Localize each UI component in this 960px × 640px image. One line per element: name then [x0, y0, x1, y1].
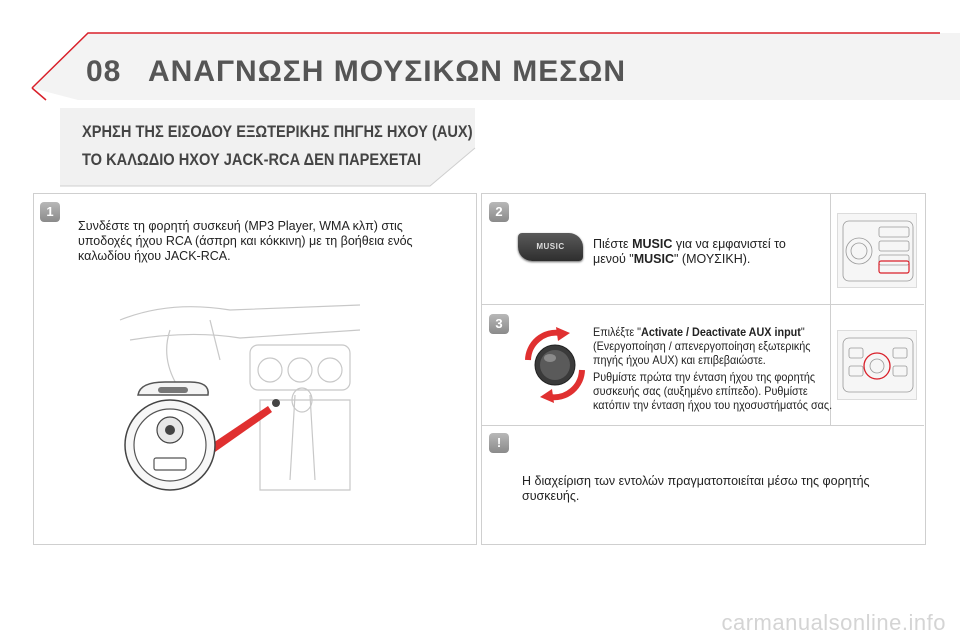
divider — [481, 425, 924, 426]
section-subtitle-1: ΧΡΗΣΗ ΤΗΣ ΕΙΣΟΔΟΥ ΕΞΩΤΕΡΙΚΗΣ ΠΗΓΗΣ ΗΧΟΥ (AUX) — [82, 122, 473, 141]
control-panel-thumbnail — [837, 330, 917, 400]
dashboard-aux-illustration — [110, 300, 370, 500]
chapter-title: ΑΝΑΓΝΩΣΗ ΜΟΥΣΙΚΩΝ ΜΕΣΩΝ — [148, 55, 627, 88]
step3-text-line3: πηγής ήχου AUX) και επιβεβαιώστε. — [593, 353, 766, 367]
section-subtitle-2: ΤΟ ΚΑΛΩΔΙΟ ΗΧΟΥ JACK-RCA ΔΕΝ ΠΑΡΕΧΕΤΑΙ — [82, 150, 422, 169]
watermark: carmanualsonline.info — [721, 610, 946, 635]
note-text-line2: συσκευής. — [522, 489, 580, 503]
step3-text-line5: συσκευής σας (αυξημένο επίπεδο). Ρυθμίστε — [593, 384, 808, 398]
step1-text-line3: καλωδίου ήχου JACK-RCA. — [78, 249, 231, 263]
divider — [830, 193, 831, 425]
step2-badge: 2 — [489, 202, 509, 222]
note-badge: ! — [489, 433, 509, 453]
step3-badge: 3 — [489, 314, 509, 334]
chapter-number: 08 — [86, 55, 122, 88]
subtitle-background — [60, 108, 480, 188]
rotary-knob-icon[interactable] — [520, 325, 590, 405]
step3-text-line1: Επιλέξτε "Activate / Deactivate AUX input" — [593, 325, 805, 339]
step2-text-line1: Πιέστε MUSIC για να εμφανιστεί το — [593, 237, 786, 251]
step1-badge: 1 — [40, 202, 60, 222]
step3-text-line4: Ρυθμίστε πρώτα την ένταση ήχου της φορητής — [593, 370, 816, 384]
step1-text-line1: Συνδέστε τη φορητή συσκευή (MP3 Player, WMA κλπ) στις — [78, 219, 403, 233]
divider — [481, 304, 924, 305]
step3-text-line6: κατόπιν την ένταση ήχου του ηχοσυστήματός σας. — [593, 398, 833, 412]
radio-panel-thumbnail — [837, 213, 917, 288]
step3-text-line2: (Ενεργοποίηση / απενεργοποίηση εξωτερικής — [593, 339, 811, 353]
step2-text-line2: μενού "MUSIC" (ΜΟΥΣΙΚΗ). — [593, 252, 751, 266]
step1-text-line2: υποδοχές ήχου RCA (άσπρη και κόκκινη) με τη βοήθεια ενός — [78, 234, 413, 248]
music-button[interactable]: MUSIC — [518, 233, 583, 261]
note-text-line1: Η διαχείριση των εντολών πραγματοποιείται μέσω της φορητής — [522, 474, 870, 488]
